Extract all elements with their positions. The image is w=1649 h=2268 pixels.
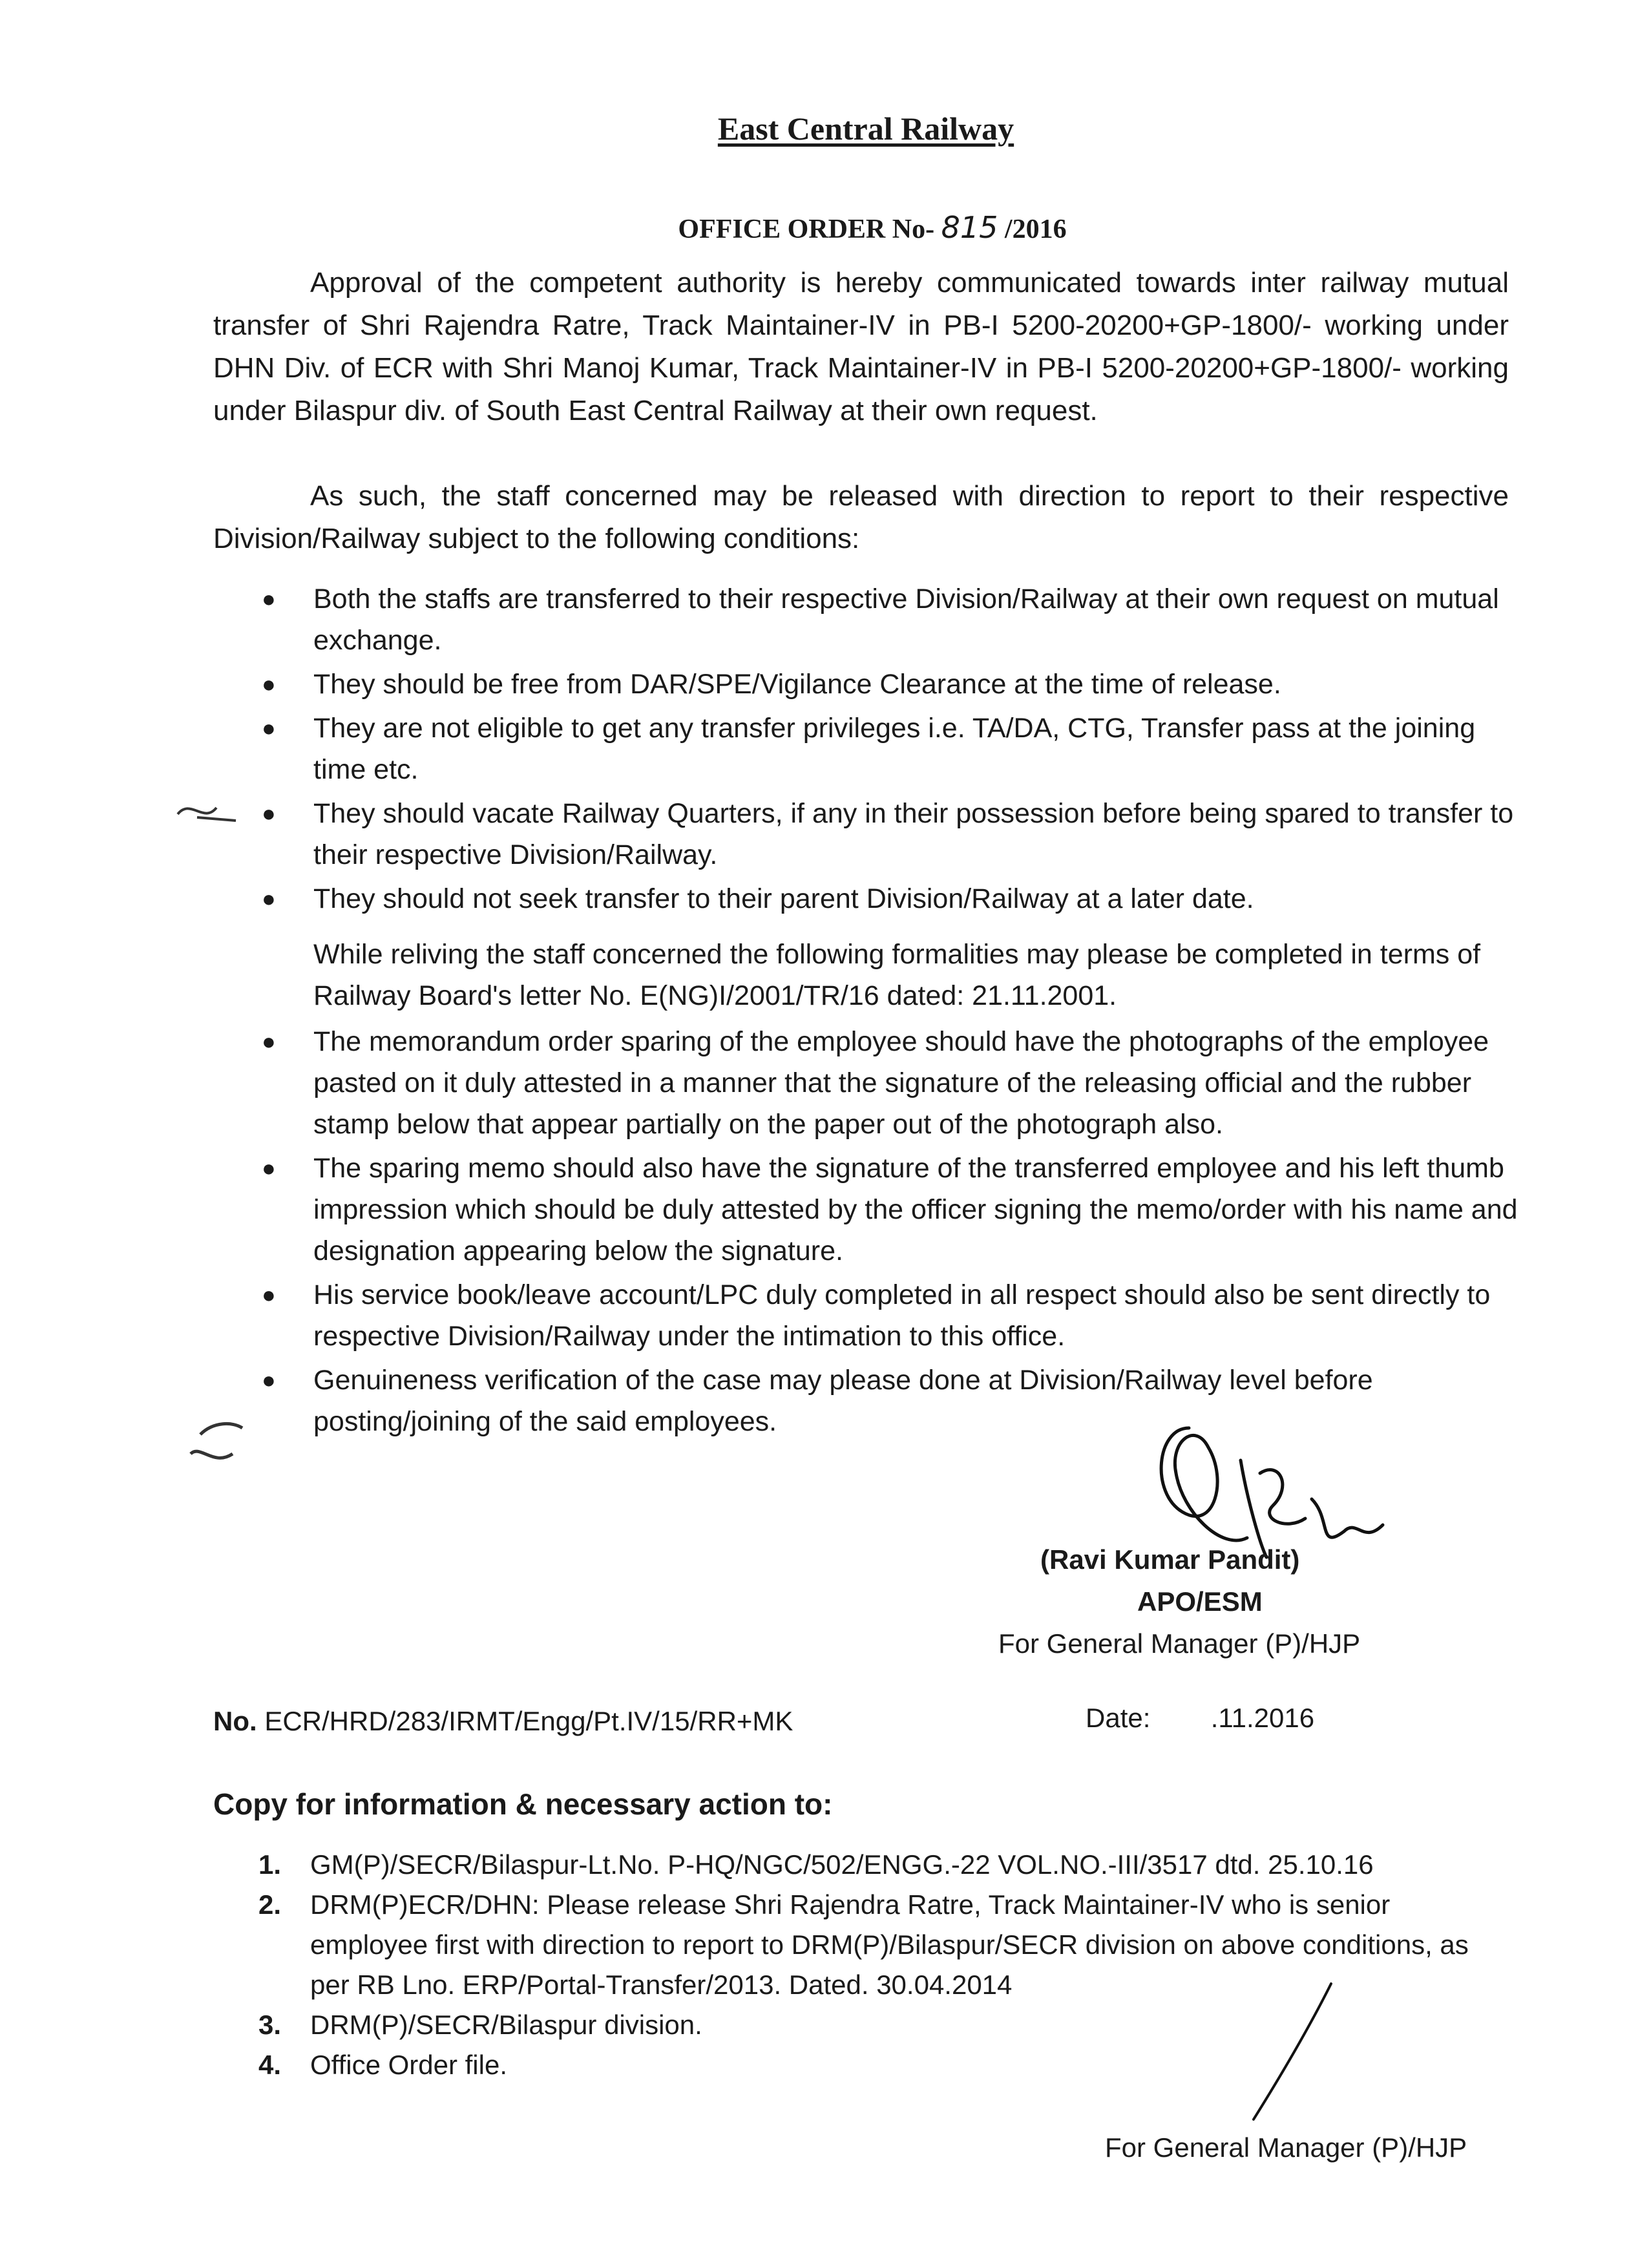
list-item: ● The memorandum order sparing of the employee should have the photographs of the employee pasted on it duly attested in a manner that the signature of the releasing official and the rubber stamp below that appear partially on the paper out of the photograph also. bbox=[262, 1026, 1489, 1140]
list-item: ● They should be free from DAR/SPE/Vigilance Clearance at the time of release. bbox=[262, 669, 1281, 700]
signature-scribble-icon bbox=[1098, 1402, 1409, 1615]
date-value: .11.2016 bbox=[1210, 1703, 1315, 1733]
initial-stroke-icon bbox=[1247, 1977, 1338, 2126]
reference-no-value: ECR/HRD/283/IRMT/Engg/Pt.IV/15/RR+MK bbox=[264, 1706, 793, 1736]
release-text: As such, the staff concerned may be released with direction to report to their respective Division/Railway subject to the following conditions: bbox=[213, 480, 1509, 554]
margin-mark-icon bbox=[171, 792, 242, 830]
reference-number bbox=[213, 1706, 793, 1737]
list-item: 1. GM(P)/SECR/Bilaspur-Lt.No. P-HQ/NGC/502/ENGG.-22 VOL.NO.-III/3517 dtd. 25.10.16 bbox=[258, 1849, 1374, 1880]
order-prefix: OFFICE ORDER No- bbox=[678, 215, 935, 244]
order-number-heading bbox=[582, 210, 1163, 245]
list-item: 3. DRM(P)/SECR/Bilaspur division. bbox=[258, 2010, 702, 2040]
formalities-intro: While reliving the staff concerned the following formalities may please be completed in terms of Railway Board's letter No. E(NG)I/2001/TR/16 dated: 21.11.2001. bbox=[313, 939, 1481, 1011]
list-item: ● They should vacate Railway Quarters, if any in their possession before being spared to transfer to their respective Division/Railway. bbox=[262, 798, 1514, 870]
approval-paragraph bbox=[213, 262, 1509, 432]
reference-no-label: No. bbox=[213, 1706, 257, 1736]
list-item: ● They are not eligible to get any transfer privileges i.e. TA/DA, CTG, Transfer pass at the joining time etc. bbox=[262, 713, 1476, 785]
signatory-for-line: For General Manager (P)/HJP bbox=[998, 1628, 1361, 1659]
footer-for-line: For General Manager (P)/HJP bbox=[1105, 2132, 1467, 2163]
formalities-list bbox=[262, 1021, 1518, 1445]
order-number-handwritten: 815 bbox=[941, 210, 998, 245]
list-item: ● Both the staffs are transferred to their respective Division/Railway at their own request on mutual exchange. bbox=[262, 583, 1499, 656]
signatory-designation: APO/ESM bbox=[1137, 1586, 1263, 1617]
reference-date bbox=[1086, 1703, 1314, 1734]
order-suffix: /2016 bbox=[1004, 215, 1067, 244]
approval-text: Approval of the competent authority is hereby communicated towards inter railway mutual transfer of Shri Rajendra Ratre, Track Maintainer-IV in PB-I 5200-20200+GP-1800/- working under DHN Div. of ECR with Shri Manoj Kumar, Track Maintainer-IV in PB-I 5200-20200+GP-1800/- working under Bilaspur div. of South East Central Railway at their own request. bbox=[213, 267, 1509, 426]
date-label: Date: bbox=[1086, 1703, 1151, 1733]
list-item: ● Genuineness verification of the case may please done at Division/Railway level before posting/joining of the said employees. bbox=[262, 1365, 1373, 1437]
list-item: ● They should not seek transfer to their parent Division/Railway at a later date. bbox=[262, 883, 1254, 914]
list-item: 2. DRM(P)ECR/DHN: Please release Shri Rajendra Ratre, Track Maintainer-IV who is senior employee first with direction to report to DRM(P)/Bilaspur/SECR division on above conditions, as per RB Lno. ERP/Portal-Transfer/2013. Dated. 30.04.2014 bbox=[258, 1889, 1469, 2000]
list-item: 4. Office Order file. bbox=[258, 2050, 507, 2080]
list-item: ● His service book/leave account/LPC duly completed in all respect should also be sent directly to respective Division/Railway under the intimation to this office. bbox=[262, 1279, 1491, 1352]
conditions-list bbox=[262, 578, 1518, 922]
copy-heading: Copy for information & necessary action to: bbox=[213, 1787, 833, 1821]
signatory-name: (Ravi Kumar Pandit) bbox=[1040, 1544, 1300, 1575]
release-paragraph bbox=[213, 475, 1509, 560]
organization-title: East Central Railway bbox=[717, 110, 1014, 147]
list-item: ● The sparing memo should also have the signature of the transferred employee and his left thumb impression which should be duly attested by the officer signing the memo/order with his name and designation appearing below the signature. bbox=[262, 1153, 1518, 1266]
margin-mark-icon bbox=[181, 1409, 252, 1480]
